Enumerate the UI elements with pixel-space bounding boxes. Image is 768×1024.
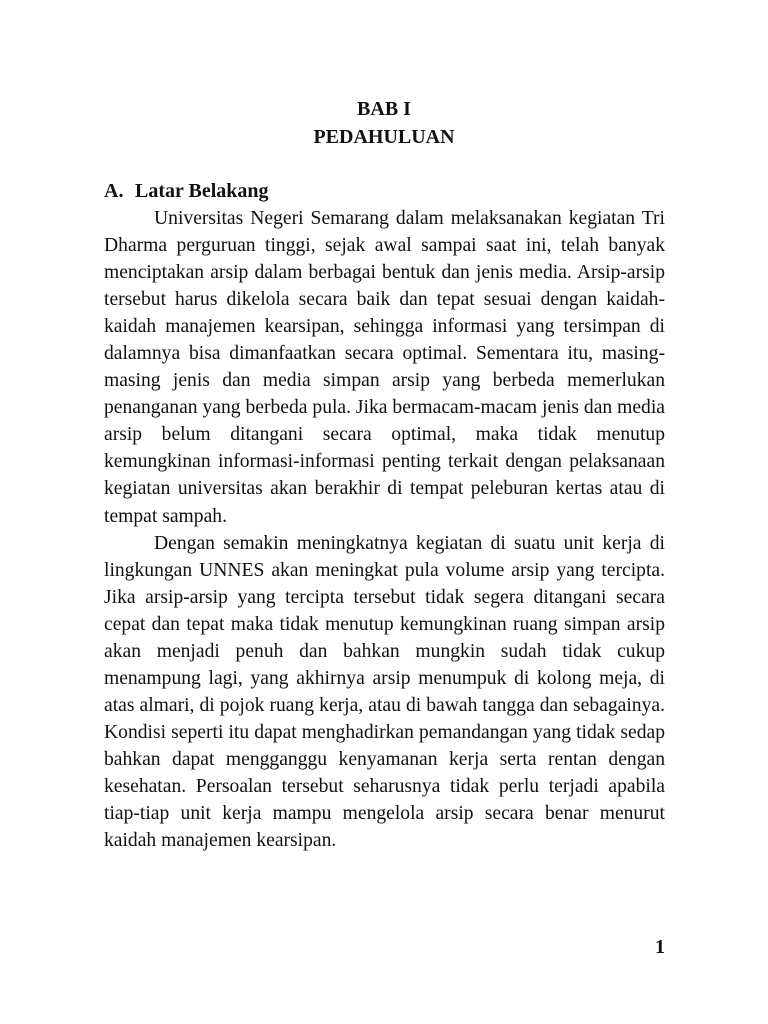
paragraph: Universitas Negeri Semarang dalam melaksanakan kegiatan Tri Dharma perguruan tinggi, sejak awal sampai saat ini, telah banyak menciptakan arsip dalam berbagai bentuk dan jenis media. Arsip-arsip tersebut harus dikelola secara baik dan tepat sesuai dengan kaidah-kaidah manajemen kearsipan, sehingga informasi yang tersimpan di dalamnya bisa dimanfaatkan secara optimal. Sementara itu, masing-masing jenis dan media simpan arsip yang berbeda memerlukan penanganan yang berbeda pula. Jika bermacam-macam jenis dan media arsip belum ditangani secara optimal, maka tidak menutup kemungkinan informasi-informasi penting terkait dengan pelaksanaan kegiatan universitas akan berakhir di tempat peleburan kertas atau di tempat sampah. bbox=[104, 208, 665, 527]
section-letter: A. bbox=[104, 180, 124, 202]
chapter-title: PEDAHULUAN bbox=[313, 126, 455, 148]
section-heading bbox=[104, 178, 269, 205]
body-text bbox=[104, 205, 665, 854]
chapter-number: BAB I bbox=[357, 98, 411, 120]
section-title: Latar Belakang bbox=[135, 180, 269, 202]
paragraph: Dengan semakin meningkatnya kegiatan di suatu unit kerja di lingkungan UNNES akan meningkat pula volume arsip yang tercipta. Jika arsip-arsip yang tercipta tersebut tidak segera ditangani secara cepat dan tepat maka tidak menutup kemungkinan ruang simpan arsip akan menjadi penuh dan bahkan mungkin sudah tidak cukup menampung lagi, yang akhirnya arsip menumpuk di kolong meja, di atas almari, di pojok ruang kerja, atau di bawah tangga dan sebagainya. Kondisi seperti itu dapat menghadirkan pemandangan yang tidak sedap bahkan dapat mengganggu kenyamanan kerja serta rentan dengan kesehatan. Persoalan tersebut seharusnya tidak perlu terjadi apabila tiap-tiap unit kerja mampu mengelola arsip secara benar menurut kaidah manajemen kearsipan. bbox=[104, 532, 665, 852]
page-number: 1 bbox=[655, 936, 665, 958]
